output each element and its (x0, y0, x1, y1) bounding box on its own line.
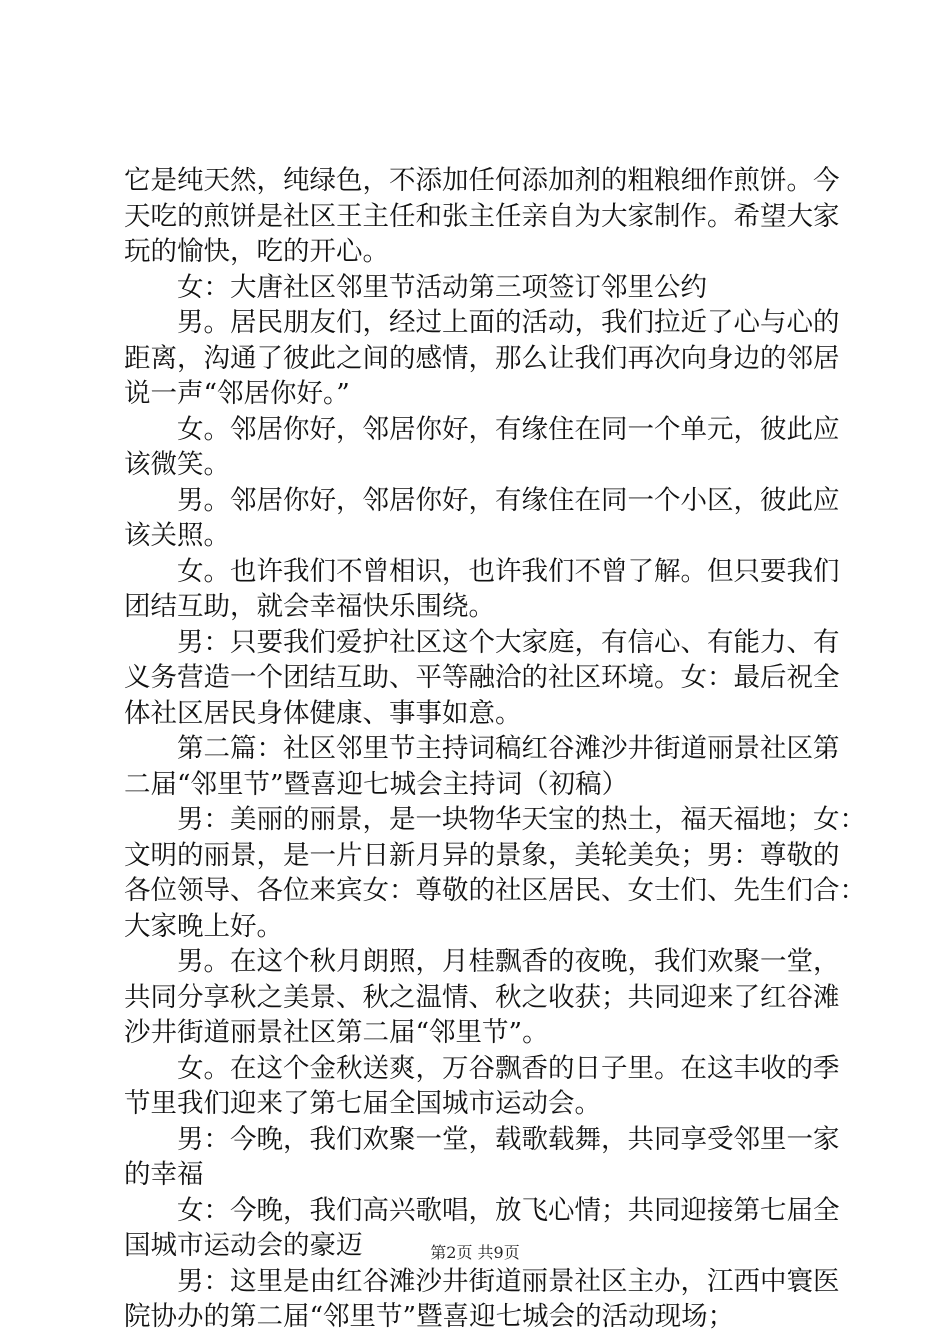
text-line: 该微笑。 (124, 449, 230, 480)
text-line: 女：大唐社区邻里节活动第三项签订邻里公约 (124, 271, 707, 303)
document-body (124, 163, 866, 1335)
text-line: 文明的丽景，是一片日新月异的景象，美轮美奂；男：尊敬的 (124, 839, 840, 871)
text-line: 男：这里是由红谷滩沙井街道丽景社区主办，江西中寰医 (124, 1265, 840, 1297)
text-line: 义务营造一个团结互助、平等融洽的社区环境。女：最后祝全 (124, 662, 840, 693)
text-line: 共同分享秋之美景、秋之温情、秋之收获；共同迎来了红谷滩 (124, 981, 840, 1013)
text-line: 说一声“邻居你好。” (124, 378, 350, 409)
text-line: 女。邻居你好，邻居你好，有缘住在同一个单元，彼此应 (124, 413, 840, 445)
text-line: 男：美丽的丽景，是一块物华天宝的热土，福天福地；女： (124, 804, 866, 835)
text-line: 该关照。 (124, 520, 230, 551)
text-line: 国城市运动会的豪迈 (124, 1230, 363, 1261)
text-line: 二届“邻里节”暨喜迎七城会主持词（初稿） (124, 768, 629, 800)
text-line: 节里我们迎来了第七届全国城市运动会。 (124, 1088, 601, 1119)
text-line: 女：今晚，我们高兴歌唱，放飞心情；共同迎接第七届全 (124, 1194, 840, 1226)
text-line: 体社区居民身体健康、事事如意。 (124, 697, 522, 729)
text-line: 天吃的煎饼是社区王主任和张主任亲自为大家制作。希望大家 (124, 200, 840, 232)
text-line: 女。也许我们不曾相识，也许我们不曾了解。但只要我们 (124, 555, 840, 587)
text-line: 的幸福 (124, 1159, 204, 1190)
text-line: 团结互助，就会幸福快乐围绕。 (124, 591, 495, 622)
text-line: 沙井街道丽景社区第二届“邻里节”。 (124, 1017, 549, 1048)
text-line: 院协办的第二届“邻里节”暨喜迎七城会的活动现场； (124, 1301, 735, 1332)
text-line: 玩的愉快，吃的开心。 (124, 236, 389, 267)
text-line: 男。居民朋友们，经过上面的活动，我们拉近了心与心的 (124, 307, 840, 338)
text-line: 男：只要我们爱护社区这个大家庭，有信心、有能力、有 (124, 626, 840, 658)
text-line: 男。邻居你好，邻居你好，有缘住在同一个小区，彼此应 (124, 484, 840, 516)
text-line: 男：今晚，我们欢聚一堂，载歌载舞，共同享受邻里一家 (124, 1123, 840, 1155)
text-line: 它是纯天然，纯绿色，不添加任何添加剂的粗粮细作煎饼。今 (124, 165, 840, 196)
page-footer: 第2页 共9页 (430, 1243, 520, 1262)
text-line: 距离，沟通了彼此之间的感情，那么让我们再次向身边的邻居 (124, 342, 840, 374)
text-line: 第二篇：社区邻里节主持词稿红谷滩沙井街道丽景社区第 (124, 733, 840, 764)
text-line: 大家晚上好。 (124, 910, 283, 942)
text-line: 女。在这个金秋送爽，万谷飘香的日子里。在这丰收的季 (124, 1052, 840, 1084)
text-line: 男。在这个秋月朗照，月桂飘香的夜晚，我们欢聚一堂， (124, 946, 840, 977)
text-line: 各位领导、各位来宾女：尊敬的社区居民、女士们、先生们合： (124, 875, 866, 906)
